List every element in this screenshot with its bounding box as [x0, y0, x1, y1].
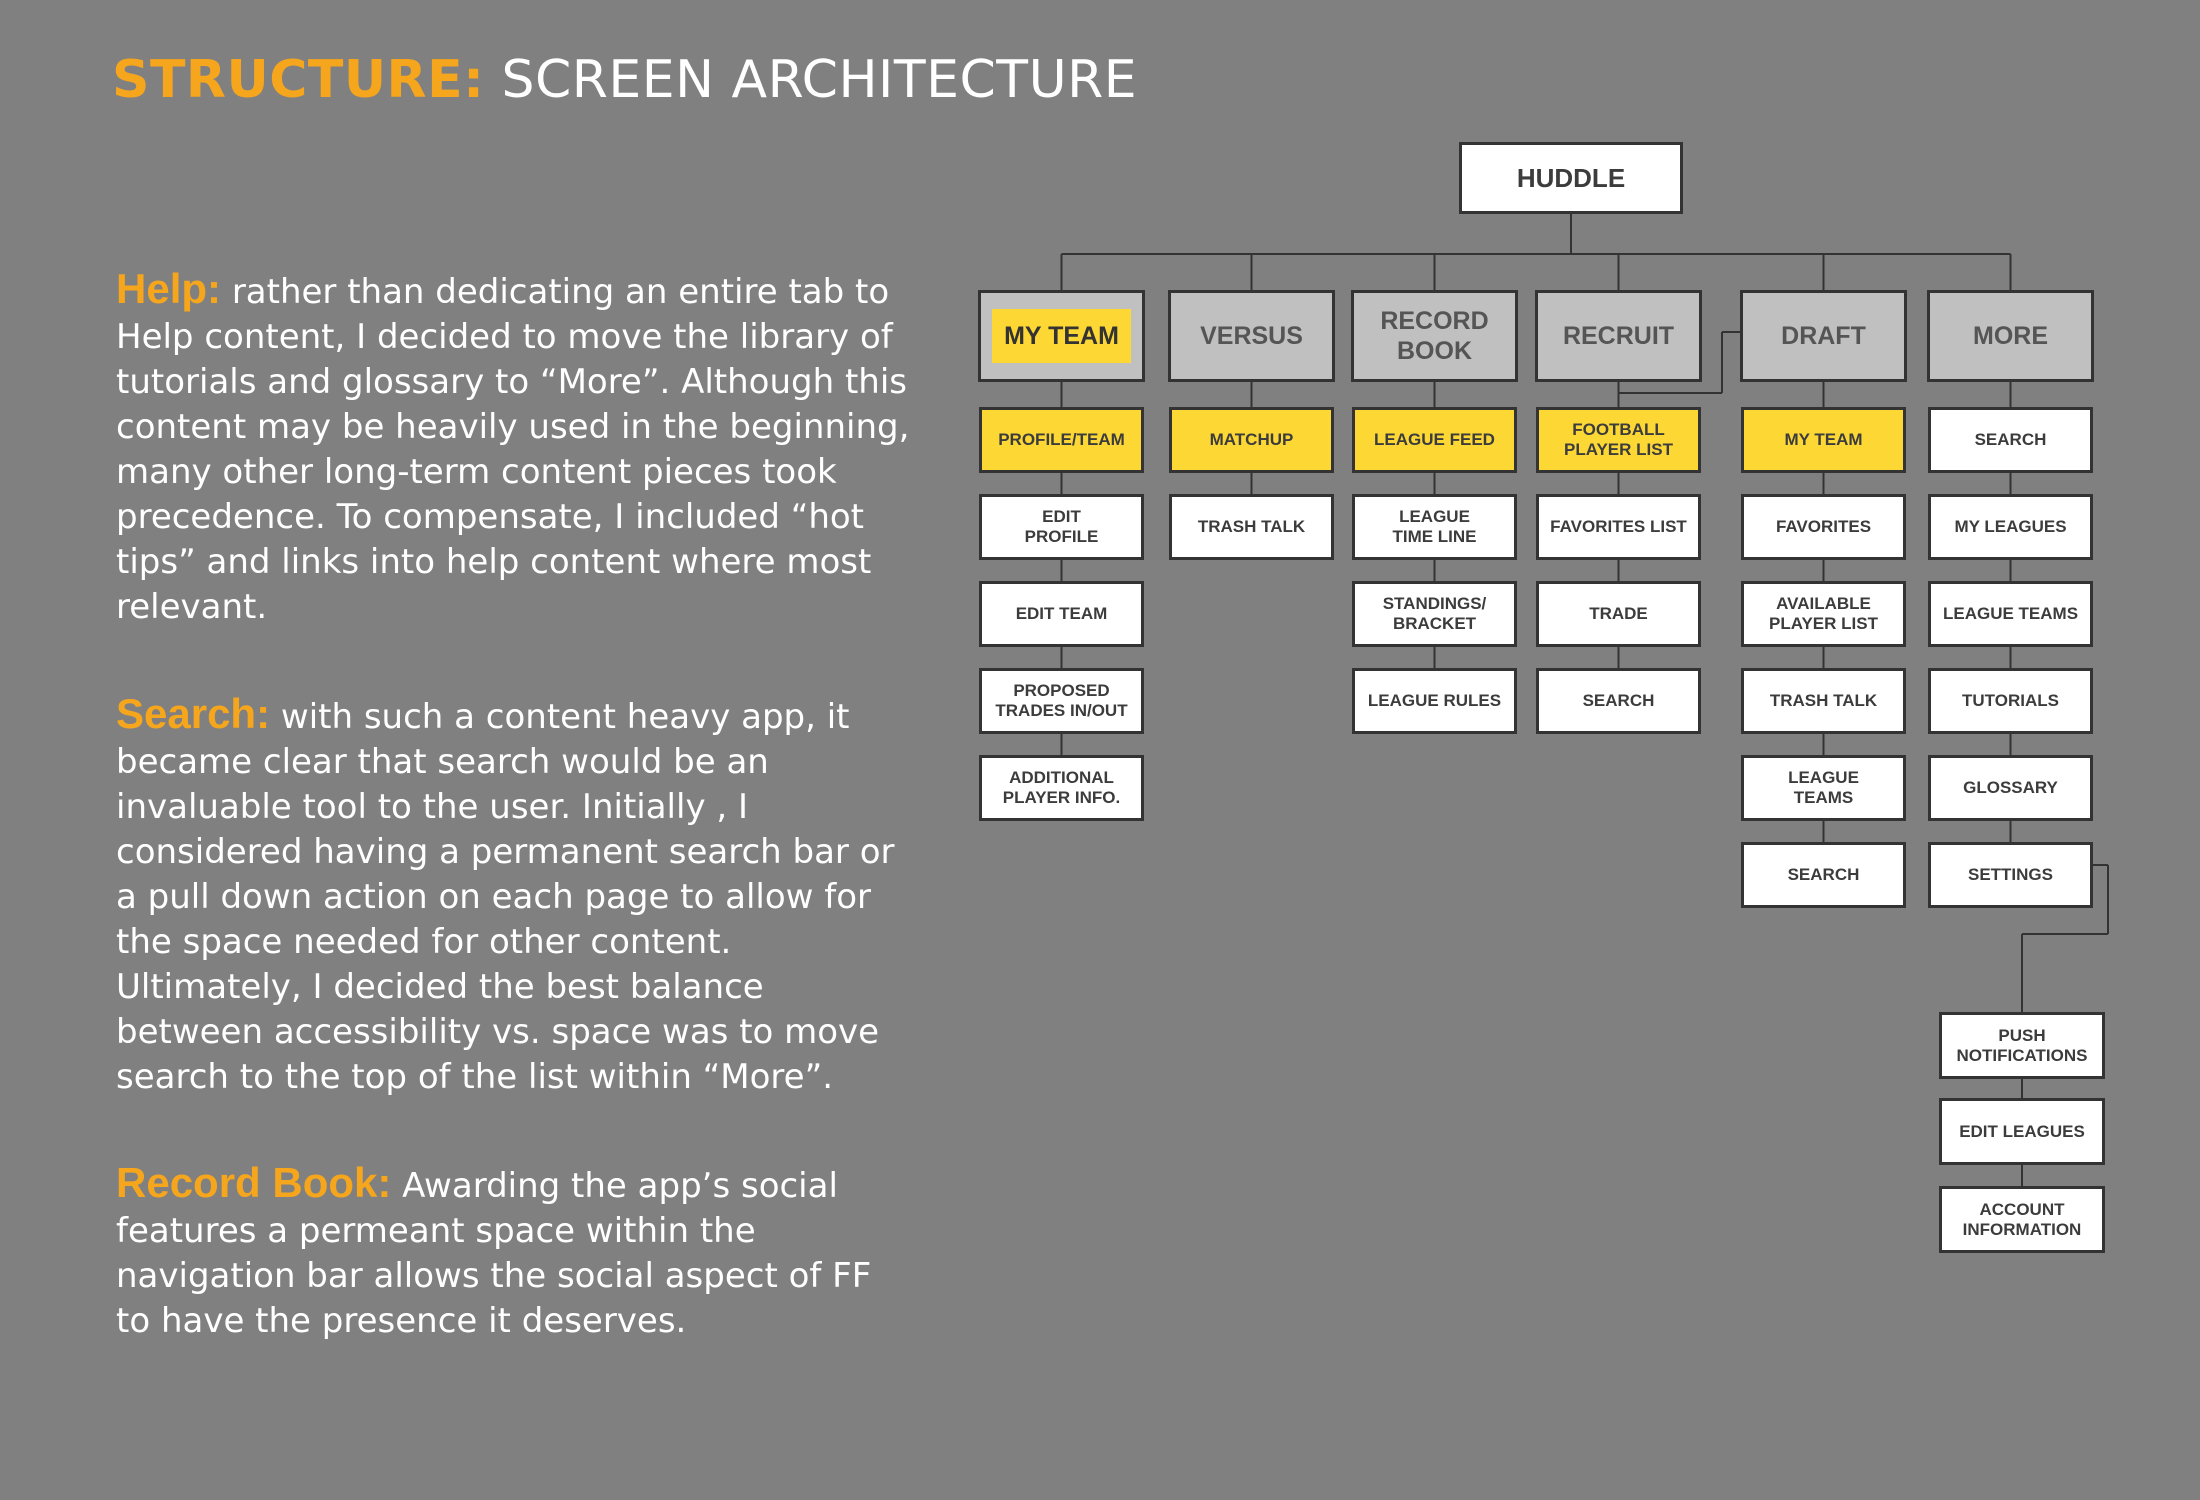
tab-more-label: MORE	[1973, 322, 2048, 350]
item-record-book-standings-bracket[interactable]	[1352, 581, 1517, 647]
tab-more[interactable]	[1927, 290, 2094, 382]
item-recruit-favorites-list[interactable]	[1536, 494, 1701, 560]
item-record-book-league-feed[interactable]	[1352, 407, 1517, 473]
item-more-settings-label: SETTINGS	[1967, 865, 2053, 884]
search-heading: Search:	[116, 690, 271, 737]
item-draft-search-label: SEARCH	[1787, 865, 1860, 884]
item-more-my-leagues-label: MY LEAGUES	[1954, 517, 2067, 536]
item-recruit-trade-label: TRADE	[1589, 604, 1648, 623]
item-my-team-edit-team[interactable]	[979, 581, 1144, 647]
item-draft-favorites[interactable]	[1741, 494, 1906, 560]
item-record-book-league-time-line-label: LEAGUE TIME LINE	[1392, 507, 1477, 546]
tab-my-team-label: MY TEAM	[992, 309, 1131, 363]
root-node-huddle-label: HUDDLE	[1516, 162, 1626, 193]
settings-child-edit-leagues-label: EDIT LEAGUES	[1959, 1121, 2085, 1141]
item-more-my-leagues[interactable]	[1928, 494, 2093, 560]
help-heading: Help:	[116, 265, 221, 312]
item-more-glossary[interactable]	[1928, 755, 2093, 821]
item-my-team-proposed-trades-in-out[interactable]	[979, 668, 1144, 734]
settings-child-push-notifications[interactable]	[1939, 1012, 2105, 1079]
root-node-huddle[interactable]	[1459, 142, 1683, 214]
item-my-team-additional-player-info[interactable]	[979, 755, 1144, 821]
item-recruit-search-label: SEARCH	[1582, 691, 1655, 710]
item-more-league-teams-label: LEAGUE TEAMS	[1942, 604, 2079, 623]
item-draft-league-teams[interactable]	[1741, 755, 1906, 821]
tab-recruit[interactable]	[1535, 290, 1702, 382]
page-title-accent: STRUCTURE:	[112, 50, 485, 110]
item-my-team-profile-team[interactable]	[979, 407, 1144, 473]
tab-versus-label: VERSUS	[1200, 322, 1303, 350]
settings-child-edit-leagues[interactable]	[1939, 1098, 2105, 1165]
item-recruit-search[interactable]	[1536, 668, 1701, 734]
item-my-team-edit-profile[interactable]	[979, 494, 1144, 560]
settings-child-account-information-label: ACCOUNT INFORMATION	[1962, 1199, 2082, 1239]
item-more-glossary-label: GLOSSARY	[1963, 778, 2058, 797]
page-title-rest: SCREEN ARCHITECTURE	[501, 50, 1138, 110]
settings-child-push-notifications-label: PUSH NOTIFICATIONS	[1956, 1025, 2088, 1065]
record-book-heading: Record Book:	[116, 1159, 392, 1206]
tab-record-book-label: RECORD BOOK	[1380, 307, 1489, 365]
item-my-team-edit-team-label: EDIT TEAM	[1015, 604, 1108, 623]
item-more-tutorials[interactable]	[1928, 668, 2093, 734]
search-body: with such a content heavy app, it became clear that search would be an invaluable tool to the user. Initially , I considered having a permanent search bar or a pull down action on each page to allow for the space needed for other content. Ultimately, I decided the best balance between accessibility vs. space was to move search to the top of the list within “More”.	[116, 697, 895, 1097]
item-record-book-league-rules-label: LEAGUE RULES	[1367, 691, 1502, 710]
tab-versus[interactable]	[1168, 290, 1335, 382]
item-my-team-profile-team-label: PROFILE/TEAM	[998, 430, 1125, 449]
tab-record-book[interactable]	[1351, 290, 1518, 382]
item-record-book-league-feed-label: LEAGUE FEED	[1374, 430, 1495, 449]
item-more-tutorials-label: TUTORIALS	[1962, 691, 2059, 710]
item-draft-my-team[interactable]	[1741, 407, 1906, 473]
item-more-settings[interactable]	[1928, 842, 2093, 908]
item-record-book-league-time-line[interactable]	[1352, 494, 1517, 560]
item-record-book-standings-bracket-label: STANDINGS/ BRACKET	[1382, 594, 1487, 633]
item-draft-available-player-list[interactable]	[1741, 581, 1906, 647]
settings-child-account-information[interactable]	[1939, 1186, 2105, 1253]
item-versus-matchup[interactable]	[1169, 407, 1334, 473]
item-draft-search[interactable]	[1741, 842, 1906, 908]
record-book-body: Awarding the app’s social features a permeant space within the navigation bar allows the social aspect of FF to have the presence it deserves.	[116, 1166, 872, 1341]
item-versus-matchup-label: MATCHUP	[1209, 430, 1294, 449]
tab-recruit-label: RECRUIT	[1562, 322, 1675, 350]
item-draft-league-teams-label: LEAGUE TEAMS	[1788, 768, 1859, 807]
item-my-team-additional-player-info-label: ADDITIONAL PLAYER INFO.	[1002, 768, 1121, 807]
item-recruit-favorites-list-label: FAVORITES LIST	[1550, 517, 1687, 536]
item-draft-favorites-label: FAVORITES	[1775, 517, 1872, 536]
item-more-search[interactable]	[1928, 407, 2093, 473]
item-my-team-proposed-trades-in-out-label: PROPOSED TRADES IN/OUT	[995, 681, 1128, 720]
help-body: rather than dedicating an entire tab to Help content, I decided to move the library of tutorials and glossary to “More”. Although this content may be heavily used in the beginning, many other long-term content pieces took precedence. To compensate, I included “hot tips” and links into help content where most relevant.	[116, 272, 910, 627]
tab-my-team[interactable]	[978, 290, 1145, 382]
item-my-team-edit-profile-label: EDIT PROFILE	[1024, 507, 1099, 546]
item-versus-trash-talk-label: TRASH TALK	[1197, 517, 1306, 536]
item-record-book-league-rules[interactable]	[1352, 668, 1517, 734]
item-versus-trash-talk[interactable]	[1169, 494, 1334, 560]
item-draft-trash-talk[interactable]	[1741, 668, 1906, 734]
item-draft-trash-talk-label: TRASH TALK	[1769, 691, 1878, 710]
item-recruit-football-player-list[interactable]	[1536, 407, 1701, 473]
item-recruit-trade[interactable]	[1536, 581, 1701, 647]
tab-draft[interactable]	[1740, 290, 1907, 382]
item-draft-my-team-label: MY TEAM	[1784, 430, 1863, 449]
item-draft-available-player-list-label: AVAILABLE PLAYER LIST	[1769, 594, 1878, 633]
tab-draft-label: DRAFT	[1781, 322, 1866, 350]
item-more-league-teams[interactable]	[1928, 581, 2093, 647]
item-more-search-label: SEARCH	[1974, 430, 2047, 449]
item-recruit-football-player-list-label: FOOTBALL PLAYER LIST	[1564, 420, 1673, 459]
